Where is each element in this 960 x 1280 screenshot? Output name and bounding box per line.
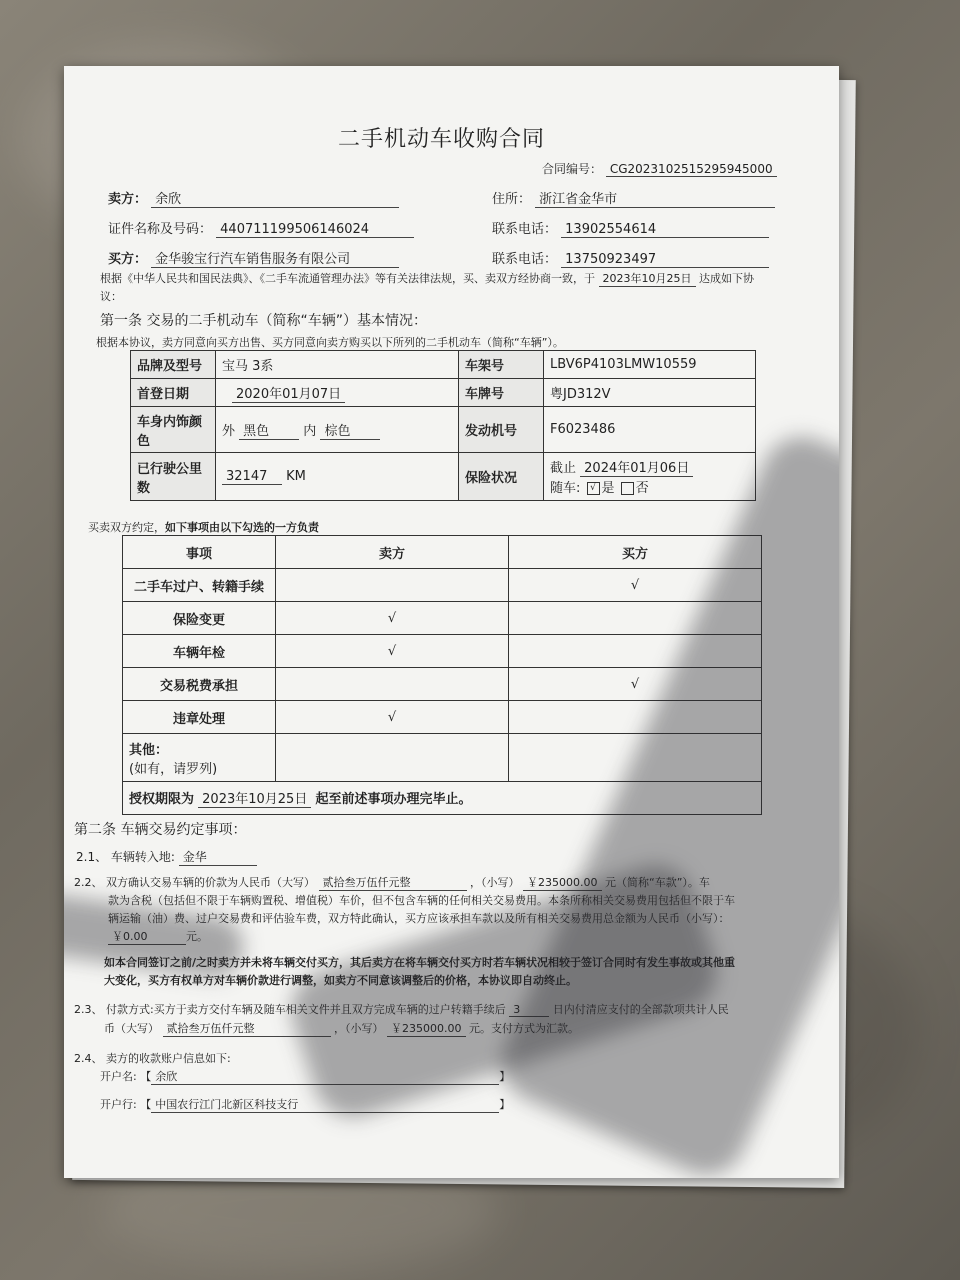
color-cell [216,407,459,453]
clause-text: 日内付清应支付的全部款项共计人民 [552,1003,729,1016]
article-1-intro: 根据本协议，卖方同意向买方出售、买方同意向卖方购买以下所列的二手机动车（简称“车辆”）。 [96,336,564,349]
clause-text: 双方确认交易车辆的价款为人民币（大写） [106,876,315,889]
engine-value: F6023486 [544,407,756,453]
seller-check[interactable]: √ [276,602,509,635]
duty-header-seller: 卖方 [276,536,509,569]
clause-text: 元（简称“车款”）。车 [605,876,710,889]
yes-checkbox[interactable]: √ [587,482,600,495]
article-1-heading: 第一条 交易的二手机动车（简称“车辆”）基本情况： [100,313,427,329]
brand-label: 品牌及型号 [131,351,216,379]
intro-text: 根据《中华人民共和国民法典》、《二手车流通管理办法》等有关法律法规，买、卖双方经协商一致，于 [100,272,595,285]
clause-text: 付款方式:买方于卖方交付车辆及随车相关文件并且双方完成车辆的过户转籍手续后 [106,1003,506,1016]
buyer-phone-row [492,248,769,268]
exterior-prefix: 外 [222,423,236,439]
destination-value: 金华 [179,848,257,866]
clause-number: 2.2、 [74,876,103,889]
payment-numeric: ￥235000.00 [387,1020,466,1037]
bold-clause-line2: 大变化，买方有权单方对车辆价款进行调整，如卖方不同意该调整后的价格，本协议即自动终止。 [104,974,577,987]
duty-row [123,602,762,635]
fee-unit: 元。 [186,930,208,943]
clause-number: 2.3、 [74,1003,103,1016]
other-seller[interactable] [276,734,509,782]
buyer-name: 金华骏宝行汽车销售服务有限公司 [151,248,399,268]
document-title: 二手机动车收购合同 [338,127,546,152]
agreement-intro [88,519,319,535]
mileage-label: 已行驶公里数 [131,453,216,501]
vin-label: 车架号 [459,351,544,379]
clause-text: 车辆转入地: [110,850,175,864]
insurance-label: 保险状况 [459,453,544,501]
reg-date-value: 2020年01月07日 [232,383,345,403]
seller-phone: 13902554614 [561,222,769,238]
seller-check[interactable] [276,668,509,701]
duty-item: 违章处理 [123,701,276,734]
seller-label: 卖方： [108,192,148,207]
seller-name: 余欣 [151,188,399,208]
color-label: 车身内饰颜色 [131,407,216,453]
duty-row [123,635,762,668]
payment-days: 3 [509,1003,549,1017]
buyer-phone: 13750923497 [561,252,769,268]
address-label: 住所： [492,192,532,207]
account-name-value: 余欣 [151,1068,499,1085]
buyer-check[interactable]: √ [509,668,762,701]
intro-line [100,270,754,287]
no-checkbox[interactable] [621,482,634,495]
clause-text: 币（大写） [104,1022,159,1035]
insurance-prefix: 截止 [550,461,577,476]
plate-value: 粤JD312V [544,379,756,407]
article-2-heading: 第二条 车辆交易约定事项： [74,822,247,838]
contract-sheet [64,66,839,1178]
clause-number: 2.4、 [74,1052,103,1065]
with-car-label: 随车: [550,481,581,496]
duty-row [123,569,762,602]
buyer-label: 买方： [108,252,148,267]
vehicle-info-table [130,350,756,501]
contract-number-value: CG2023102515295945000 [606,162,777,177]
bold-clause-line1: 如本合同签订之前/之时卖方并未将车辆交付买方，其后卖方在将车辆交付买方时若车辆状况相较于签订合同时有发生事故或其他重 [104,956,736,969]
address-row [492,188,775,208]
clause-2-2-line3: 辆运输（油）费、过户交易费和评估验车费，双方特此确认，买方应该承担车款以及所有相关交易费用总金额为人民币（小写）： [108,912,730,925]
other-note: (如有，请罗列) [129,761,218,777]
with-car-row [550,477,749,496]
agreement-intro-text: 买卖双方约定， [88,521,165,534]
buyer-check[interactable]: √ [509,569,762,602]
insurance-date: 2024年01月06日 [580,457,693,477]
authorization-date: 2023年10月25日 [198,788,311,808]
price-uppercase: 贰拾叁万伍仟元整 [319,874,467,891]
clause-number: 2.1、 [76,850,108,864]
payment-uppercase: 贰拾叁万伍仟元整 [163,1020,331,1037]
id-row [108,218,414,238]
clause-text: 卖方的收款账户信息如下: [106,1052,231,1065]
exterior-color: 黑色 [239,420,299,440]
intro-tail: 达成如下协 [699,272,754,285]
intro-line-2: 议： [100,290,122,303]
phone-label: 联系电话： [492,222,558,237]
duty-item: 车辆年检 [123,635,276,668]
brand-value: 宝马 3系 [216,351,459,379]
authorization-label: 授权期限为 [129,792,195,807]
mileage-value: 32147 [222,469,282,485]
agreement-intro-bold: 如下事项由以下勾选的一方负责 [165,521,319,534]
clause-text: 元。支付方式为汇款。 [469,1022,579,1035]
account-bank-row [100,1096,510,1113]
yes-label: 是 [601,481,615,496]
plate-label: 车牌号 [459,379,544,407]
intro-date: 2023年10月25日 [599,270,696,287]
interior-prefix: 内 [303,423,317,439]
price-numeric: ￥235000.00 [523,874,602,891]
seller-check[interactable] [276,569,509,602]
duty-item: 交易税费承担 [123,668,276,701]
bracket-left: 【 [140,1070,152,1083]
clause-text: ，（小写） [334,1022,384,1035]
other-label: 其他： [129,742,169,758]
other-cell [123,734,276,782]
seller-check[interactable]: √ [276,635,509,668]
duty-header-buyer: 买方 [509,536,762,569]
fee-value: ￥0.00 [108,928,186,945]
contract-number-label: 合同编号： [542,162,603,176]
clause-2-4 [74,1050,231,1066]
id-label: 证件名称及号码： [108,222,213,237]
clause-2-1 [76,848,257,866]
no-label: 否 [635,481,649,496]
mileage-cell [216,453,459,501]
insurance-expiry [550,457,749,477]
seller-row [108,188,399,208]
account-name-label: 开户名: [100,1070,137,1083]
id-number: 440711199506146024 [216,222,414,238]
address-value: 浙江省金华市 [535,188,775,208]
contract-number [542,160,777,177]
clause-text: ，（小写） [470,876,520,889]
reg-date-cell [216,379,459,407]
mileage-unit: KM [286,468,306,484]
seller-check[interactable]: √ [276,701,509,734]
insurance-cell [544,453,756,501]
vin-value: LBV6P4103LMW10559 [544,351,756,379]
phone-label: 联系电话： [492,252,558,267]
authorization-tail: 起至前述事项办理完毕止。 [315,792,472,807]
bracket-left: 【 [140,1098,152,1111]
buyer-row [108,248,399,268]
bracket-right: 】 [499,1098,511,1111]
account-bank-value: 中国农行江门北新区科技支行 [151,1096,499,1113]
interior-color: 棕色 [320,420,380,440]
duty-header-item: 事项 [123,536,276,569]
duty-item: 二手车过户、转籍手续 [123,569,276,602]
seller-phone-row [492,218,769,238]
bracket-right: 】 [499,1070,511,1083]
engine-label: 发动机号 [459,407,544,453]
duty-item: 保险变更 [123,602,276,635]
reg-date-label: 首登日期 [131,379,216,407]
account-bank-label: 开户行: [100,1098,137,1111]
clause-2-2-line2: 款为含税（包括但不限于车辆购置税、增值税）车价，但不包含车辆的任何相关交易费用。本条所称相关交易费用包括但不限于车 [108,894,735,907]
